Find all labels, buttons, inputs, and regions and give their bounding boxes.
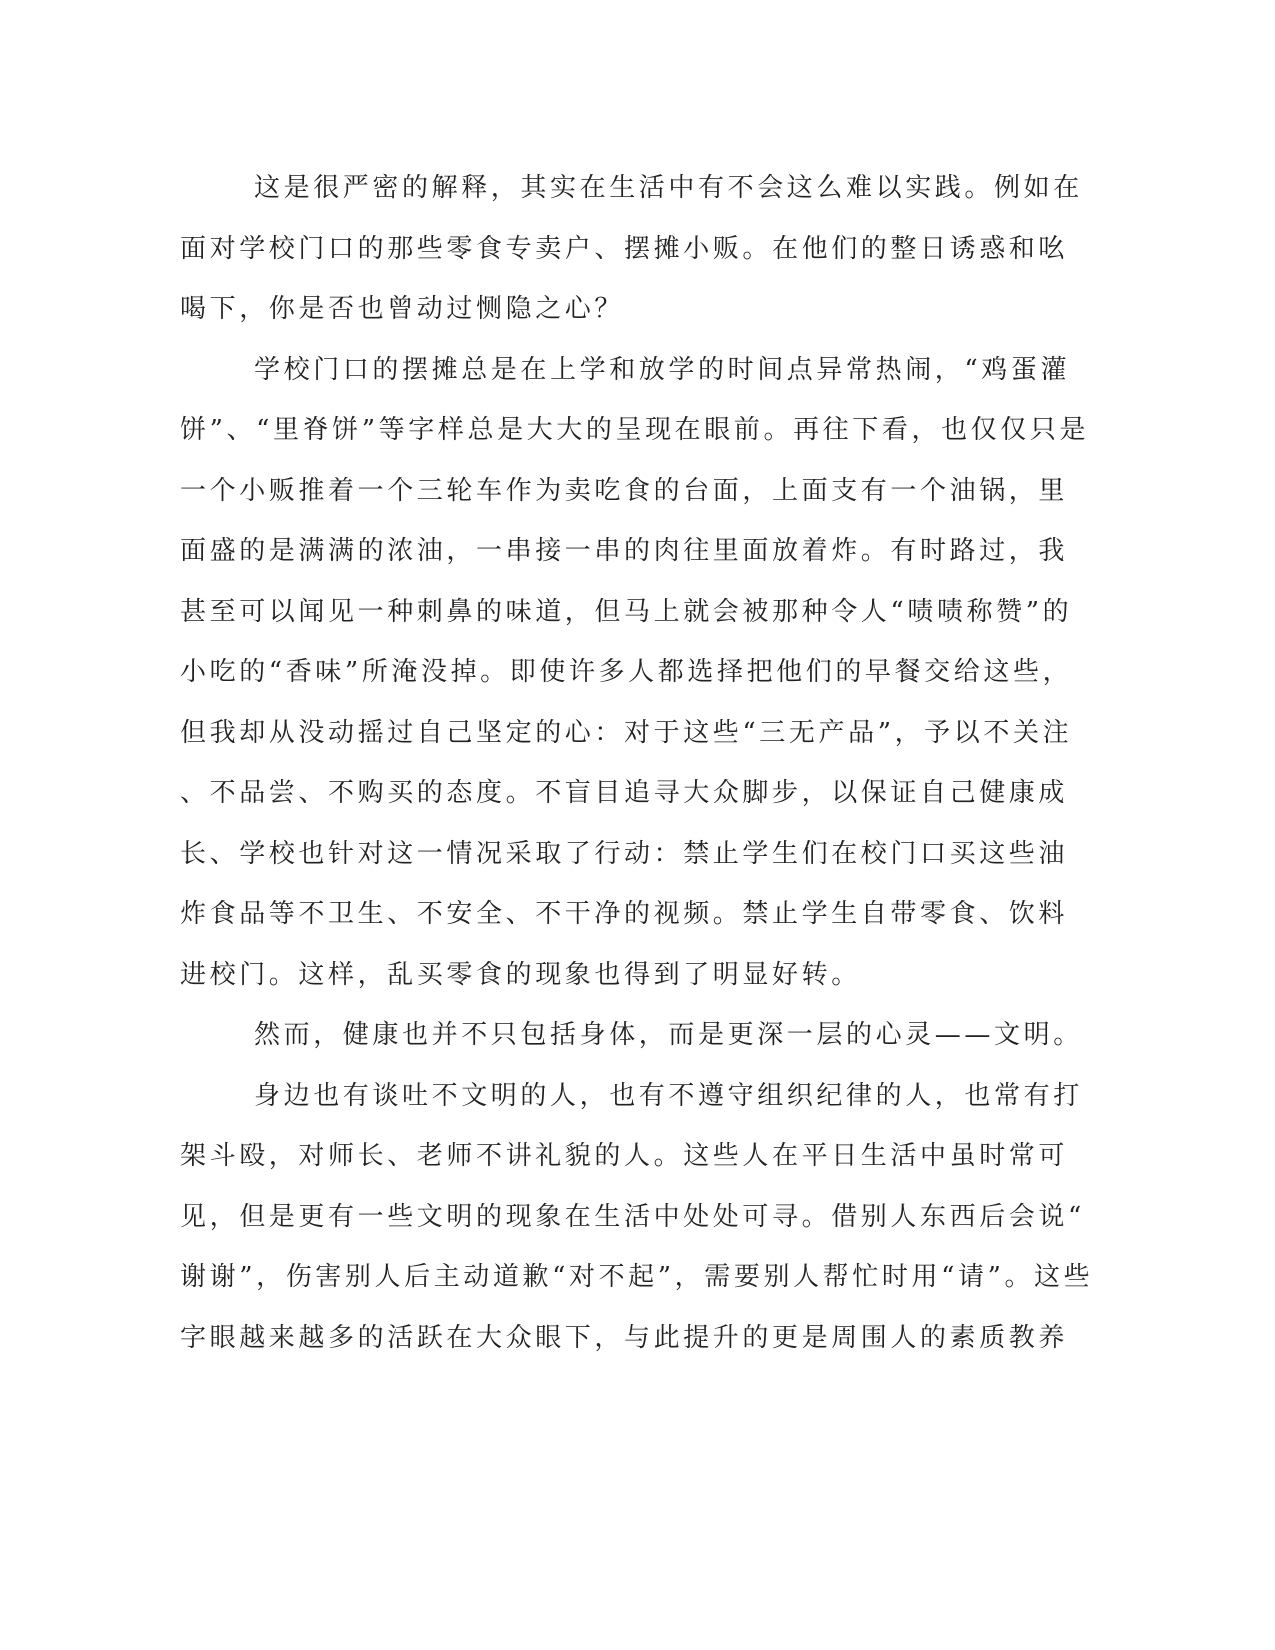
body-text [180, 158, 1094, 1368]
text-line: 长、学校也针对这一情况采取了行动：禁止学生们在校门口买这些油 [180, 838, 1069, 869]
text-line: 见，但是更有一些文明的现象在生活中处处可寻。借别人东西后会说“ [180, 1201, 1085, 1232]
text-line: 面对学校门口的那些零食专卖户、摆摊小贩。在他们的整日诱惑和吆 [180, 233, 1069, 264]
text-line: 身边也有谈吐不文明的人，也有不遵守组织纪律的人，也常有打 [254, 1080, 1083, 1111]
text-line: 学校门口的摆摊总是在上学和放学的时间点异常热闹，“鸡蛋灌 [254, 354, 1071, 385]
text-line: 架斗殴，对师长、老师不讲礼貌的人。这些人在平日生活中虽时常可 [180, 1141, 1069, 1171]
text-line: 然而，健康也并不只包括身体，而是更深一层的心灵——文明。 [254, 1020, 1083, 1050]
text-line: 、不品尝、不购买的态度。不盲目追寻大众脚步，以保证自己健康成 [180, 778, 1069, 808]
text-line: 这是很严密的解释，其实在生活中有不会这么难以实践。例如在 [254, 173, 1083, 203]
text-line: 喝下，你是否也曾动过恻隐之心？ [180, 294, 625, 324]
text-line: 甚至可以闻见一种刺鼻的味道，但马上就会被那种令人“啧啧称赞”的 [180, 596, 1073, 627]
text-line: 炸食品等不卫生、不安全、不干净的视频。禁止学生自带零食、饮料 [180, 899, 1069, 929]
text-line: 进校门。这样，乱买零食的现象也得到了明显好转。 [180, 959, 861, 990]
text-line: 饼”、“里脊饼”等字样总是大大的呈现在眼前。再往下看，也仅仅只是 [180, 415, 1090, 445]
text-line: 谢谢”，伤害别人后主动道歉“对不起”，需要别人帮忙时用“请”。这些 [180, 1262, 1094, 1292]
text-line: 但我却从没动摇过自己坚定的心：对于这些“三无产品”，予以不关注 [180, 717, 1073, 748]
text-line: 面盛的是满满的浓油，一串接一串的肉往里面放着炸。有时路过，我 [180, 536, 1069, 566]
text-line: 一个小贩推着一个三轮车作为卖吃食的台面，上面支有一个油锅，里 [180, 475, 1069, 506]
text-line: 小吃的“香味”所淹没掉。即使许多人都选择把他们的早餐交给这些， [180, 657, 1073, 687]
text-line: 字眼越来越多的活跃在大众眼下，与此提升的更是周围人的素质教养 [180, 1322, 1069, 1353]
